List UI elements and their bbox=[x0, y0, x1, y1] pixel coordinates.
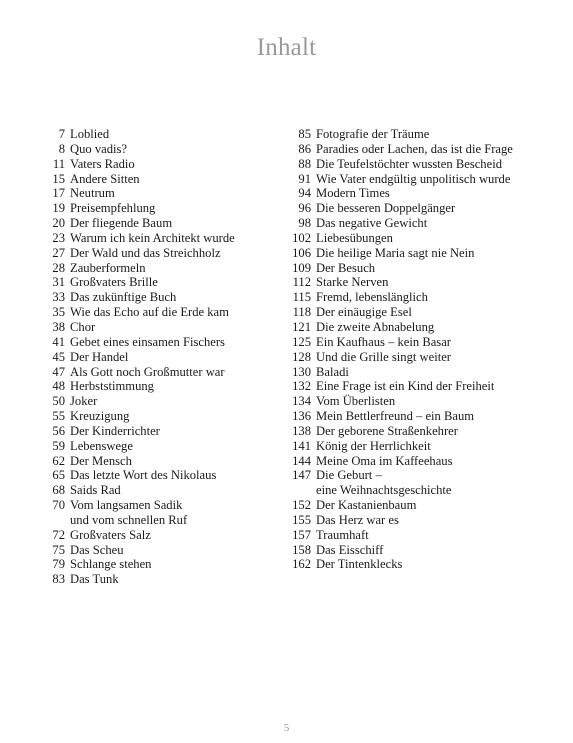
toc-entry-page-number: 68 bbox=[52, 483, 65, 498]
toc-entry-title: Vom Überlisten bbox=[316, 394, 396, 409]
toc-entry-title: Das Eisschiff bbox=[316, 542, 384, 557]
toc-entry bbox=[40, 231, 270, 246]
toc-entry-page-number: 115 bbox=[292, 290, 311, 305]
toc-entry bbox=[286, 498, 546, 513]
toc-entry bbox=[286, 557, 546, 572]
toc-entry bbox=[286, 290, 546, 305]
toc-entry bbox=[286, 394, 546, 409]
toc-entry bbox=[286, 454, 546, 469]
toc-entry-title: Wie Vater endgültig unpolitisch wurde bbox=[316, 171, 511, 186]
toc-entry-title: Chor bbox=[70, 319, 96, 334]
toc-entry bbox=[286, 468, 546, 498]
toc-entry-page-number: 130 bbox=[292, 364, 311, 379]
toc-entry-page-number: 23 bbox=[52, 230, 65, 245]
toc-entry-title: Das Herz war es bbox=[316, 512, 399, 527]
toc-entry-title: Zauberformeln bbox=[70, 260, 146, 275]
toc-entry-title: Das Scheu bbox=[70, 542, 124, 557]
toc-entry bbox=[286, 365, 546, 380]
toc-entry-title: Der Wald und das Streichholz bbox=[70, 245, 221, 260]
toc-entry-page-number: 41 bbox=[52, 334, 65, 349]
toc-entry-page-number: 38 bbox=[52, 319, 65, 334]
toc-entry bbox=[40, 142, 270, 157]
toc-entry-page-number: 118 bbox=[292, 305, 311, 320]
toc-entry bbox=[286, 320, 546, 335]
toc-entry bbox=[40, 572, 270, 587]
toc-entry bbox=[286, 157, 546, 172]
toc-entry bbox=[286, 201, 546, 216]
toc-entry-title: Schlange stehen bbox=[70, 557, 152, 572]
toc-entry-title: Der Tintenklecks bbox=[316, 557, 403, 572]
toc-entry bbox=[40, 543, 270, 558]
toc-entry-page-number: 11 bbox=[52, 156, 65, 171]
page-number: 5 bbox=[283, 722, 290, 734]
toc-entry bbox=[40, 350, 270, 365]
toc-entry-page-number: 70 bbox=[52, 498, 65, 513]
toc-entry-page-number: 19 bbox=[52, 201, 65, 216]
toc-entry-page-number: 136 bbox=[292, 409, 311, 424]
toc-entry-title: Die heilige Maria sagt nie Nein bbox=[316, 245, 475, 260]
toc-entry bbox=[40, 172, 270, 187]
toc-entry-page-number: 155 bbox=[292, 512, 311, 527]
toc-entry-title: Neutrum bbox=[70, 186, 115, 201]
toc-entry-page-number: 17 bbox=[52, 186, 65, 201]
toc-entry bbox=[286, 216, 546, 231]
toc-entry-page-number: 88 bbox=[298, 156, 311, 171]
toc-entry-page-number: 45 bbox=[52, 349, 65, 364]
toc-entry-page-number: 112 bbox=[292, 275, 311, 290]
toc-entry bbox=[286, 246, 546, 261]
toc-entry-page-number: 55 bbox=[52, 409, 65, 424]
toc-entry bbox=[40, 468, 270, 483]
toc-entry bbox=[286, 275, 546, 290]
toc-entry-title: Die Teufelstöchter wussten Bescheid bbox=[316, 156, 502, 171]
toc-entry-page-number: 27 bbox=[52, 245, 65, 260]
toc-entry-title: Das Tunk bbox=[70, 572, 119, 587]
toc-entry-title: Der geborene Straßenkehrer bbox=[316, 423, 458, 438]
toc-entry-title: Und die Grille singt weiter bbox=[316, 349, 452, 364]
toc-entry bbox=[40, 365, 270, 380]
toc-entry-title: Starke Nerven bbox=[316, 275, 389, 290]
toc-entry-title: Modern Times bbox=[316, 186, 390, 201]
toc-entry-page-number: 144 bbox=[292, 453, 311, 468]
toc-entry-page-number: 8 bbox=[58, 141, 65, 156]
toc-entry-title: Herbststimmung bbox=[70, 379, 154, 394]
toc-entry bbox=[40, 454, 270, 469]
toc-entry-page-number: 85 bbox=[298, 127, 311, 141]
toc-entry-page-number: 125 bbox=[292, 334, 311, 349]
toc-entry-title: Mein Bettlerfreund – ein Baum bbox=[316, 409, 475, 424]
toc-entry bbox=[40, 335, 270, 350]
toc-entry bbox=[286, 424, 546, 439]
toc-entry-page-number: 106 bbox=[292, 245, 311, 260]
toc-entry-title: Der Handel bbox=[70, 349, 129, 364]
toc-entry-page-number: 59 bbox=[52, 438, 65, 453]
toc-entry-title: Die besseren Doppelgänger bbox=[316, 201, 456, 216]
toc-entry-page-number: 91 bbox=[298, 171, 311, 186]
toc-entry bbox=[40, 127, 270, 142]
toc-entry-page-number: 79 bbox=[52, 557, 65, 572]
toc-entry bbox=[286, 439, 546, 454]
toc-entry-page-number: 157 bbox=[292, 527, 311, 542]
toc-left-column bbox=[40, 127, 270, 587]
toc-entry-title: Vaters Radio bbox=[70, 156, 135, 171]
toc-entry-title: Saids Rad bbox=[70, 483, 121, 498]
toc-entry-title: Kreuzigung bbox=[70, 409, 130, 424]
toc-entry bbox=[286, 231, 546, 246]
toc-entry bbox=[286, 305, 546, 320]
toc-entry-page-number: 48 bbox=[52, 379, 65, 394]
toc-entry bbox=[40, 320, 270, 335]
toc-entry bbox=[40, 305, 270, 320]
toc-entry-page-number: 72 bbox=[52, 527, 65, 542]
toc-entry bbox=[40, 409, 270, 424]
toc-entry bbox=[40, 498, 270, 528]
toc-entry-page-number: 33 bbox=[52, 290, 65, 305]
toc-entry-page-number: 15 bbox=[52, 171, 65, 186]
toc-entry-title: Meine Oma im Kaffeehaus bbox=[316, 453, 453, 468]
toc-entry bbox=[40, 483, 270, 498]
toc-entry bbox=[286, 513, 546, 528]
toc-entry-page-number: 96 bbox=[298, 201, 311, 216]
toc-entry-title: Paradies oder Lachen, das ist die Frage bbox=[316, 141, 513, 156]
toc-entry-page-number: 83 bbox=[52, 572, 65, 587]
toc-entry-title: Das zukünftige Buch bbox=[70, 290, 177, 305]
toc-entry-page-number: 86 bbox=[298, 141, 311, 156]
toc-entry-title: Traumhaft bbox=[316, 527, 369, 542]
toc-entry-title: Der fliegende Baum bbox=[70, 216, 173, 231]
toc-entry-title: Eine Frage ist ein Kind der Freiheit bbox=[316, 379, 495, 394]
toc-entry-title: Die zweite Abnabelung bbox=[316, 319, 435, 334]
page-title: Inhalt bbox=[256, 34, 317, 61]
toc-entry bbox=[40, 186, 270, 201]
toc-entry-page-number: 98 bbox=[298, 216, 311, 231]
toc-entry-title: Joker bbox=[70, 394, 98, 409]
toc-entry-page-number: 28 bbox=[52, 260, 65, 275]
toc-entry bbox=[40, 394, 270, 409]
toc-entry-title: Loblied bbox=[70, 127, 110, 141]
toc-entry-title: Fotografie der Träume bbox=[316, 127, 430, 141]
toc-entry bbox=[40, 246, 270, 261]
toc-entry-title: Das negative Gewicht bbox=[316, 216, 428, 231]
toc-entry-title: Großvaters Brille bbox=[70, 275, 158, 290]
toc-entry-page-number: 94 bbox=[298, 186, 311, 201]
toc-entry-page-number: 109 bbox=[292, 260, 311, 275]
toc-entry-title: Der Besuch bbox=[316, 260, 376, 275]
toc-entry bbox=[286, 409, 546, 424]
toc-entry-page-number: 141 bbox=[292, 438, 311, 453]
toc-entry-page-number: 147 bbox=[292, 468, 311, 483]
toc-entry bbox=[40, 216, 270, 231]
toc-entry-page-number: 152 bbox=[292, 498, 311, 513]
toc-entry-title: Der Mensch bbox=[70, 453, 132, 468]
toc-entry bbox=[40, 528, 270, 543]
toc-entry-page-number: 50 bbox=[52, 394, 65, 409]
toc-entry-page-number: 7 bbox=[58, 127, 65, 141]
toc-entry bbox=[40, 557, 270, 572]
toc-entry-title: König der Herrlichkeit bbox=[316, 438, 431, 453]
toc-entry-title: Wie das Echo auf die Erde kam bbox=[70, 305, 229, 320]
toc-entry-title: Fremd, lebenslänglich bbox=[316, 290, 428, 305]
toc-entry-title: Ein Kaufhaus – kein Basar bbox=[316, 334, 451, 349]
toc-entry-title: Andere Sitten bbox=[70, 171, 140, 186]
toc-right-column bbox=[286, 127, 546, 572]
toc-entry-title: Gebet eines einsamen Fischers bbox=[70, 334, 225, 349]
toc-entry-page-number: 132 bbox=[292, 379, 311, 394]
toc-entry bbox=[40, 157, 270, 172]
toc-entry bbox=[40, 275, 270, 290]
toc-entry-page-number: 65 bbox=[52, 468, 65, 483]
toc-entry-title: Lebenswege bbox=[70, 438, 133, 453]
toc-entry-page-number: 162 bbox=[292, 557, 311, 572]
toc-entry-page-number: 138 bbox=[292, 423, 311, 438]
toc-entry bbox=[40, 424, 270, 439]
toc-entry bbox=[286, 350, 546, 365]
toc-entry-title: Vom langsamen Sadik und vom schnellen Ruf bbox=[70, 498, 188, 527]
toc-entry-page-number: 121 bbox=[292, 319, 311, 334]
toc-entry-title: Der Kinderrichter bbox=[70, 423, 160, 438]
toc-entry-title: Liebesübungen bbox=[316, 230, 393, 245]
toc-entry-title: Warum ich kein Architekt wurde bbox=[70, 230, 235, 245]
toc-entry bbox=[286, 335, 546, 350]
toc-entry-title: Die Geburt – eine Weihnachtsgeschichte bbox=[316, 468, 452, 498]
toc-entry-title: Quo vadis? bbox=[70, 141, 128, 156]
toc-entry-title: Baladi bbox=[316, 364, 349, 379]
toc-entry-page-number: 158 bbox=[292, 542, 311, 557]
toc-entry bbox=[40, 290, 270, 305]
toc-entry-title: Das letzte Wort des Nikolaus bbox=[70, 468, 217, 483]
toc-entry bbox=[40, 439, 270, 454]
toc-entry bbox=[40, 201, 270, 216]
toc-entry-title: Großvaters Salz bbox=[70, 527, 151, 542]
toc-entry-page-number: 20 bbox=[52, 216, 65, 231]
toc-entry-title: Preisempfehlung bbox=[70, 201, 156, 216]
toc-entry-page-number: 47 bbox=[52, 364, 65, 379]
toc-entry-page-number: 75 bbox=[52, 542, 65, 557]
toc-entry-title: Der Kastanienbaum bbox=[316, 498, 417, 513]
toc-entry-page-number: 62 bbox=[52, 453, 65, 468]
toc-entry bbox=[286, 172, 546, 187]
toc-entry-title: Der einäugige Esel bbox=[316, 305, 412, 320]
toc-entry bbox=[286, 261, 546, 276]
toc-entry bbox=[286, 127, 546, 142]
toc-entry bbox=[286, 186, 546, 201]
toc-entry-page-number: 128 bbox=[292, 349, 311, 364]
toc-entry bbox=[286, 379, 546, 394]
toc-entry-page-number: 134 bbox=[292, 394, 311, 409]
toc-entry-page-number: 56 bbox=[52, 423, 65, 438]
toc-entry-page-number: 102 bbox=[292, 230, 311, 245]
toc-entry bbox=[286, 543, 546, 558]
toc-entry bbox=[40, 379, 270, 394]
toc-entry bbox=[286, 528, 546, 543]
toc-entry bbox=[286, 142, 546, 157]
toc-entry-page-number: 35 bbox=[52, 305, 65, 320]
toc-entry bbox=[40, 261, 270, 276]
toc-entry-title: Als Gott noch Großmutter war bbox=[70, 364, 225, 379]
toc-entry-page-number: 31 bbox=[52, 275, 65, 290]
